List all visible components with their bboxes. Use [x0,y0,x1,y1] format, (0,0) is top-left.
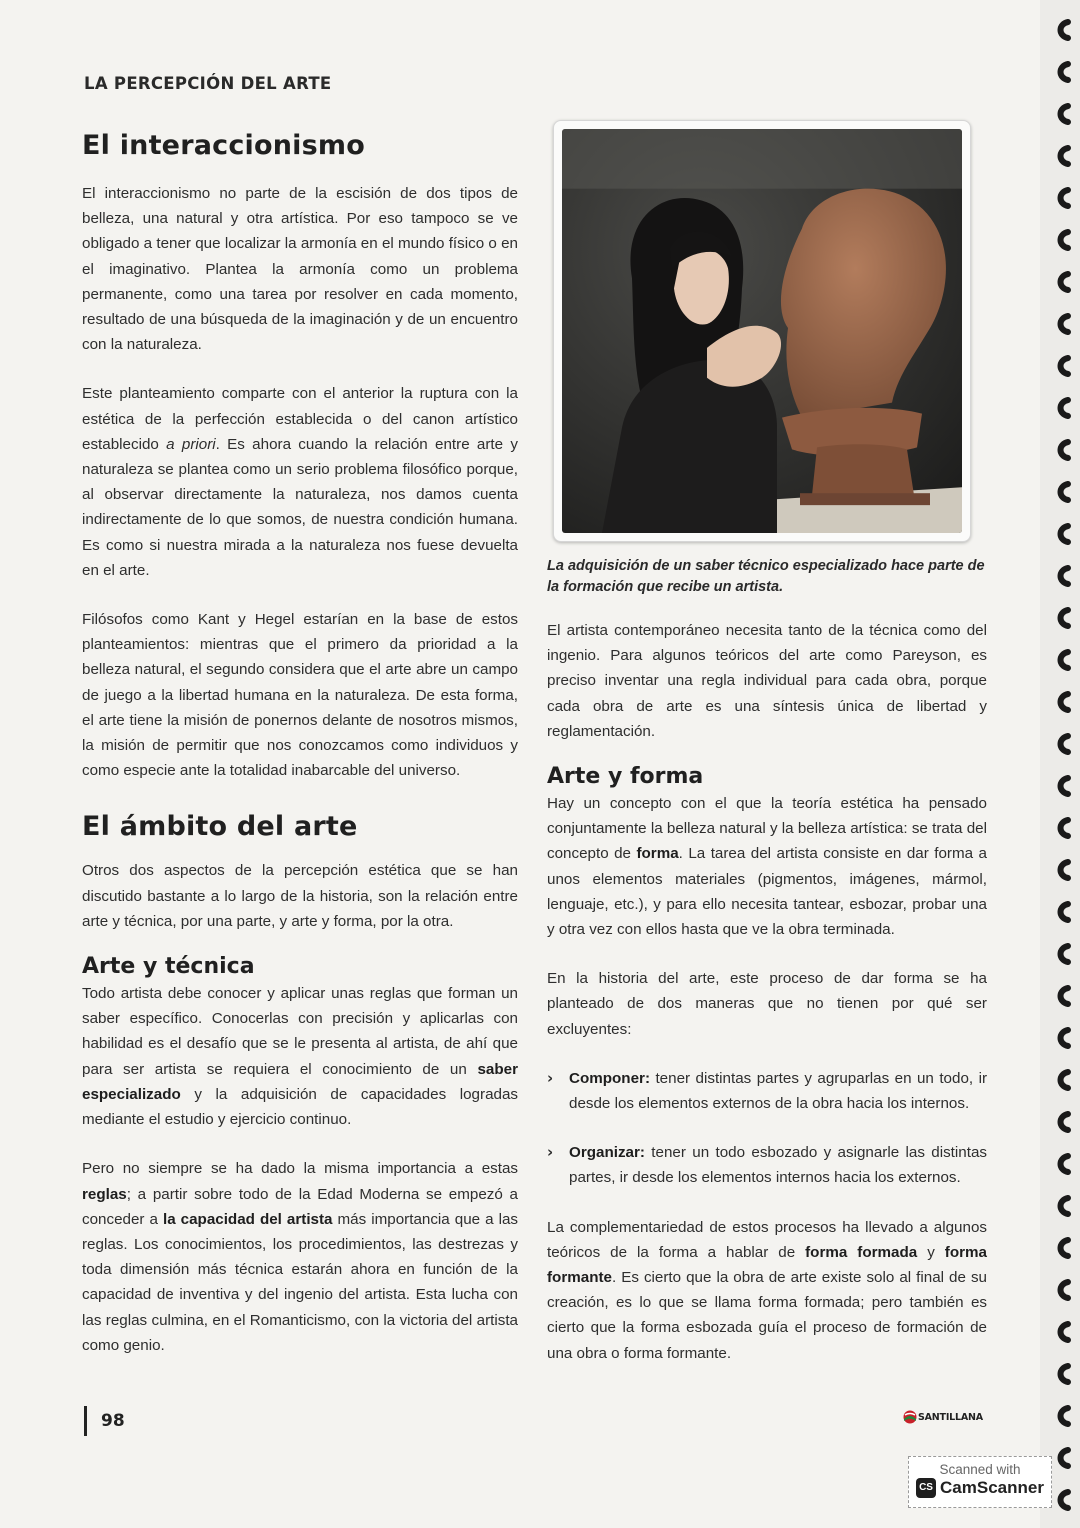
sculptor-illustration [562,129,962,533]
binding-ring [1061,232,1069,248]
term-organizar: Organizar: [569,1144,645,1162]
binding-ring [1061,442,1069,458]
bold-reglas: reglas [82,1185,127,1203]
heading-arte-tecnica: Arte y técnica [82,954,255,980]
binding-ring [1061,1030,1069,1046]
binding-ring [1061,64,1069,80]
paragraph-forma-1: Hay un concepto con el que la teoría estética ha pensado conjuntamente la belleza natural y la belleza artística: se trata del concepto de forma. La tarea del artista consiste en dar forma a unos elementos materiales (pigmentos, imágenes, mármol, lenguaje, etc.), y para ello necesita tantear, esbozar, probar una y otra vez con ellos hasta que ve la obra terminada. [547,795,987,939]
bullet-marker: › [547,1068,554,1087]
left-column [82,130,518,1358]
bold-capacidad-artista: la capacidad del artista [162,1210,333,1228]
binding-ring [1061,568,1069,584]
bullet-organizar: › Organizar: tener un todo esbozado y asignarle las distintas partes, ir desde los elementos internos hacia los externos. [547,1140,987,1190]
binding-ring [1061,1114,1069,1130]
binding-ring [1061,358,1069,374]
binding-ring [1061,1240,1069,1256]
binding-ring [1061,526,1069,542]
binding-ring [1061,694,1069,710]
running-header: LA PERCEPCIÓN DEL ARTE [84,74,332,93]
italic-a-priori: a priori [166,435,216,453]
spiral-binding [1044,0,1080,1528]
publisher-name: SANTILLANA [918,1411,983,1423]
binding-ring [1061,190,1069,206]
binding-ring [1061,778,1069,794]
paragraph-interaccionismo-1: El interaccionismo no parte de la escisión de dos tipos de belleza, una natural y otra artística. Por eso tampoco se ve obligado a tener que localizar la armonía en el mundo físico o en el imaginativo. Plantea la armonía como un problema permanente, como una tarea por resolver en cada momento, resultado de una búsqueda de la imaginación y de un encuentro con la naturaleza. [82,185,518,354]
paragraph-ambito: Otros dos aspectos de la percepción estética que se han discutido bastante a lo largo de la historia, son la relación entre arte y técnica, por una parte, y arte y forma, por la otra. [82,862,518,930]
binding-ring [1061,484,1069,500]
bold-forma-formante: forma formante [547,1243,987,1287]
binding-ring [1061,652,1069,668]
paragraph-tecnica-1: Todo artista debe conocer y aplicar unas reglas que forman un saber específico. Conocerlas con precisión y aplicarlas con habilidad es el desafío que se le presenta al artista, de ahí que para ser artista se requiera el conocimiento de un saber especializado y la adquisición de capacidades logradas mediante el estudio y ejercicio continuo. [82,985,518,1129]
binding-ring [1061,1492,1069,1508]
binding-ring [1061,148,1069,164]
binding-ring [1061,1366,1069,1382]
photo-caption: La adquisición de un saber técnico especializado hace parte de la formación que recibe un artista. [547,558,985,595]
binding-ring [1061,274,1069,290]
binding-ring [1061,1282,1069,1298]
sculptor-photo [553,120,971,542]
binding-ring [1061,22,1069,38]
bullet-marker: › [547,1143,554,1162]
binding-ring [1061,106,1069,122]
binding-ring [1061,1324,1069,1340]
binding-ring [1061,946,1069,962]
binding-ring [1061,400,1069,416]
bullet-componer: › Componer: tener distintas partes y agruparlas en un todo, ir desde los elementos externos de la obra hacia los internos. [547,1066,987,1116]
heading-arte-forma: Arte y forma [547,764,704,790]
binding-ring [1061,820,1069,836]
bold-saber-especializado: saber especializado [82,1060,518,1103]
page-number: 98 [84,1406,125,1436]
paragraph-kant-hegel: Filósofos como Kant y Hegel estarían en la base de estos planteamientos: mientras que el primero da prioridad a la belleza natural, el segundo considera que el arte abre un campo de juego a la libertad humana en la naturaleza. De esta forma, el arte tiene la misión de ponernos delante de nosotros mismos, la misión de permitir que nos conozcamos como individuos y como especie ante la totalidad inabarcable del universo. [82,611,518,780]
heading-ambito: El ámbito del arte [82,811,358,843]
binding-ring [1061,988,1069,1004]
bold-forma-formada: forma formada [805,1243,918,1261]
binding-ring [1061,1408,1069,1424]
term-componer: Componer: [569,1069,650,1087]
publisher-logo [903,1406,989,1428]
binding-ring [1061,610,1069,626]
binding-ring [1061,1198,1069,1214]
binding-ring [1061,904,1069,920]
paragraph-forma-formada: La complementariedad de estos procesos ha llevado a algunos teóricos de la forma a hablar de forma formada y forma formante. Es cierto que la obra de arte existe solo al final de su creación, es lo que se llama forma formada; pero también es cierto que la forma esbozada guía el proceso de formación de una obra o forma formante. [547,1218,987,1362]
santillana-icon [903,1410,917,1424]
scanned-with-text: Scanned with [939,1462,1021,1477]
paragraph-interaccionismo-2: Este planteamiento comparte con el anterior la ruptura con la estética de la perfección establecida o del canon artístico establecido a priori. Es ahora cuando la relación entre arte y naturaleza se plantea como un serio problema filosófico porque, al observar directamente la naturaleza, nos damos cuenta indirectamente de lo que somos, de nuestra condición humana. Es como si nuestra mirada a la naturaleza nos fuese devuelta en el arte. [82,385,518,579]
paragraph-tecnica-2: Pero no siempre se ha dado la misma importancia a estas reglas; a partir sobre todo de la Edad Moderna se empezó a conceder a la capacidad del artista más importancia que a las reglas. Los conocimientos, los procedimientos, las destrezas y toda dimensión más técnica estarán ahora en función de la capacidad de inventiva y del ingenio del artista. Esta lucha con las reglas culmina, en el Romanticismo, con la victoria del artista como genio. [82,1160,519,1354]
bold-forma: forma [636,845,679,863]
binding-ring [1061,862,1069,878]
paragraph-pareyson: El artista contemporáneo necesita tanto de la técnica como del ingenio. Para algunos teóricos del arte como Pareyson, es preciso inventar una regla individual para cada obra, porque cada obra de arte es una síntesis única de libertad y reglamentación. [547,622,987,740]
binding-ring [1061,736,1069,752]
binding-ring [1061,1072,1069,1088]
camscanner-brand: CamScanner [940,1478,1044,1497]
camscanner-icon: CS [916,1478,936,1498]
binding-ring [1061,1450,1069,1466]
binding-ring [1061,1156,1069,1172]
camscanner-watermark [908,1456,1052,1508]
paragraph-forma-2: En la historia del arte, este proceso de dar forma se ha planteado de dos maneras que no tienen por qué ser excluyentes: [547,970,987,1038]
right-column [547,120,987,1366]
heading-interaccionismo: El interaccionismo [82,130,365,161]
binding-ring [1061,316,1069,332]
